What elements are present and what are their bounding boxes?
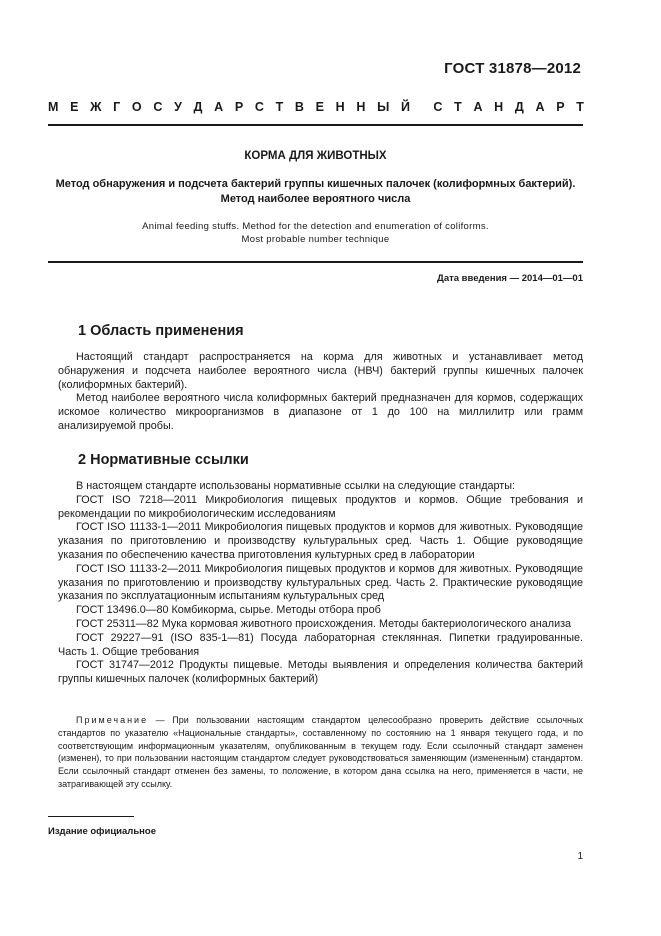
document-subtitle-line2: Метод наиболее вероятного числа [220,193,411,205]
interstate-standard-banner [48,100,584,114]
paragraph: Настоящий стандарт распространяется на корма для животных и устанавливает метод обнаружения и подсчета наиболее вероятного числа (НВЧ) бактерий группы кишечных палочек (колиформных бактерий). [58,351,583,391]
paragraph: Метод наиболее вероятного числа колиформных бактерий предназначен для кормов, содержащих искомое количество микроорганизмов в диапазоне от 1 до 100 на миллилитр или грамм анализируемой пробы. [58,392,583,432]
banner-letter: Е [315,100,324,114]
banner-letter: Н [335,100,345,114]
banner-letter: С [254,100,264,114]
reference-item: ГОСТ ISO 11133-1—2011 Микробиология пищевых продуктов и кормов для животных. Руководящие указания по приготовлению и производству культуральных сред. Часть 1. Общие руководящие указания по обеспечению качества приготовления культурных сред в лаборатории [58,521,583,561]
reference-item: ГОСТ ISO 11133-2—2011 Микробиология пищевых продуктов и кормов для животных. Руководящие указания по приготовлению и производству культуральных сред. Часть 2. Практические руководящие указания по эксплуатационным испытаниям культуральных сред [58,562,583,603]
section-2-body [58,480,583,687]
banner-letter: Т [576,100,584,114]
banner-letter: Г [113,100,121,114]
banner-letter: Й [401,100,411,114]
banner-letter: Т [454,100,462,114]
reference-item: ГОСТ ISO 7218—2011 Микробиология пищевых продуктов и кормов. Общие требования и рекомендации по микробиологическим исследованиям [58,493,583,520]
banner-letter: В [294,100,304,114]
section-2-heading: 2 Нормативные ссылки [78,452,249,468]
reference-item: ГОСТ 25311—82 Мука кормовая животного происхождения. Методы бактериологического анализа [76,617,572,630]
english-title-line2: Most probable number technique [241,234,390,245]
document-title: КОРМА ДЛЯ ЖИВОТНЫХ [244,150,387,162]
reference-item: ГОСТ 13496.0—80 Комбикорма, сырье. Методы отбора проб [76,604,381,617]
banner-letter: Т [275,100,284,114]
reference-item: ГОСТ 29227—91 (ISO 835-1—81) Посуда лабораторная стеклянная. Пипетки градуированные. Часть 1. Общие требования [58,631,583,658]
banner-letter: Н [494,100,504,114]
introduction-date: Дата введения — 2014—01—01 [437,273,583,284]
title-bottom-rule [48,261,583,263]
banner-letter: Д [514,100,524,114]
official-edition-label: Издание официальное [48,826,156,837]
banner-letter: У [174,100,182,114]
note-text: — При пользовании настоящим стандартом целесообразно проверить действие ссылочных стандартов по указателю «Национальные стандарты», составленному по состоянию на 1 января текущего года, и по соответствующим информационным указателям, опубликованным в текущем году. Если ссылочный стандарт заменен (изменен), то при пользовании настоящим стандартом следует руководствоваться заменяющим (измененным) стандартом. Если ссылочный стандарт отменен без замены, то положение, в котором дана ссылка на него, применяется в части, не затрагивающей эту ссылку. [58,715,583,789]
note-label: Примечание [76,715,149,725]
section-1-heading: 1 Область применения [78,323,244,339]
english-title-line1: Animal feeding stuffs. Method for the detection and enumeration of coliforms. [142,221,489,232]
top-rule [48,124,583,126]
banner-letter: Н [356,100,366,114]
section-1-body [58,351,583,434]
banner-letter: Р [234,100,244,114]
banner-letter: С [153,100,163,114]
banner-letter: С [433,100,443,114]
page-number: 1 [577,851,583,862]
banner-letter: Р [556,100,565,114]
banner-letter: О [131,100,142,114]
banner-letter: Д [193,100,203,114]
banner-letter: А [473,100,483,114]
banner-letter: А [535,100,545,114]
banner-letter: М [48,100,59,114]
footer-rule [48,816,134,817]
reference-item: ГОСТ 31747—2012 Продукты пищевые. Методы выявления и определения количества бактерий группы кишечных палочек (колиформных бактерий) [58,659,583,686]
paragraph: В настоящем стандарте использованы нормативные ссылки на следующие стандарты: [76,480,515,492]
note-block [58,714,583,791]
banner-letter: А [214,100,224,114]
banner-letter: Ж [90,100,102,114]
banner-letter: Ы [377,100,390,114]
document-subtitle-line1: Метод обнаружения и подсчета бактерий группы кишечных палочек (колиформных бактерий). [55,178,576,190]
banner-letter: Е [70,100,79,114]
standard-number: ГОСТ 31878—2012 [444,60,581,77]
